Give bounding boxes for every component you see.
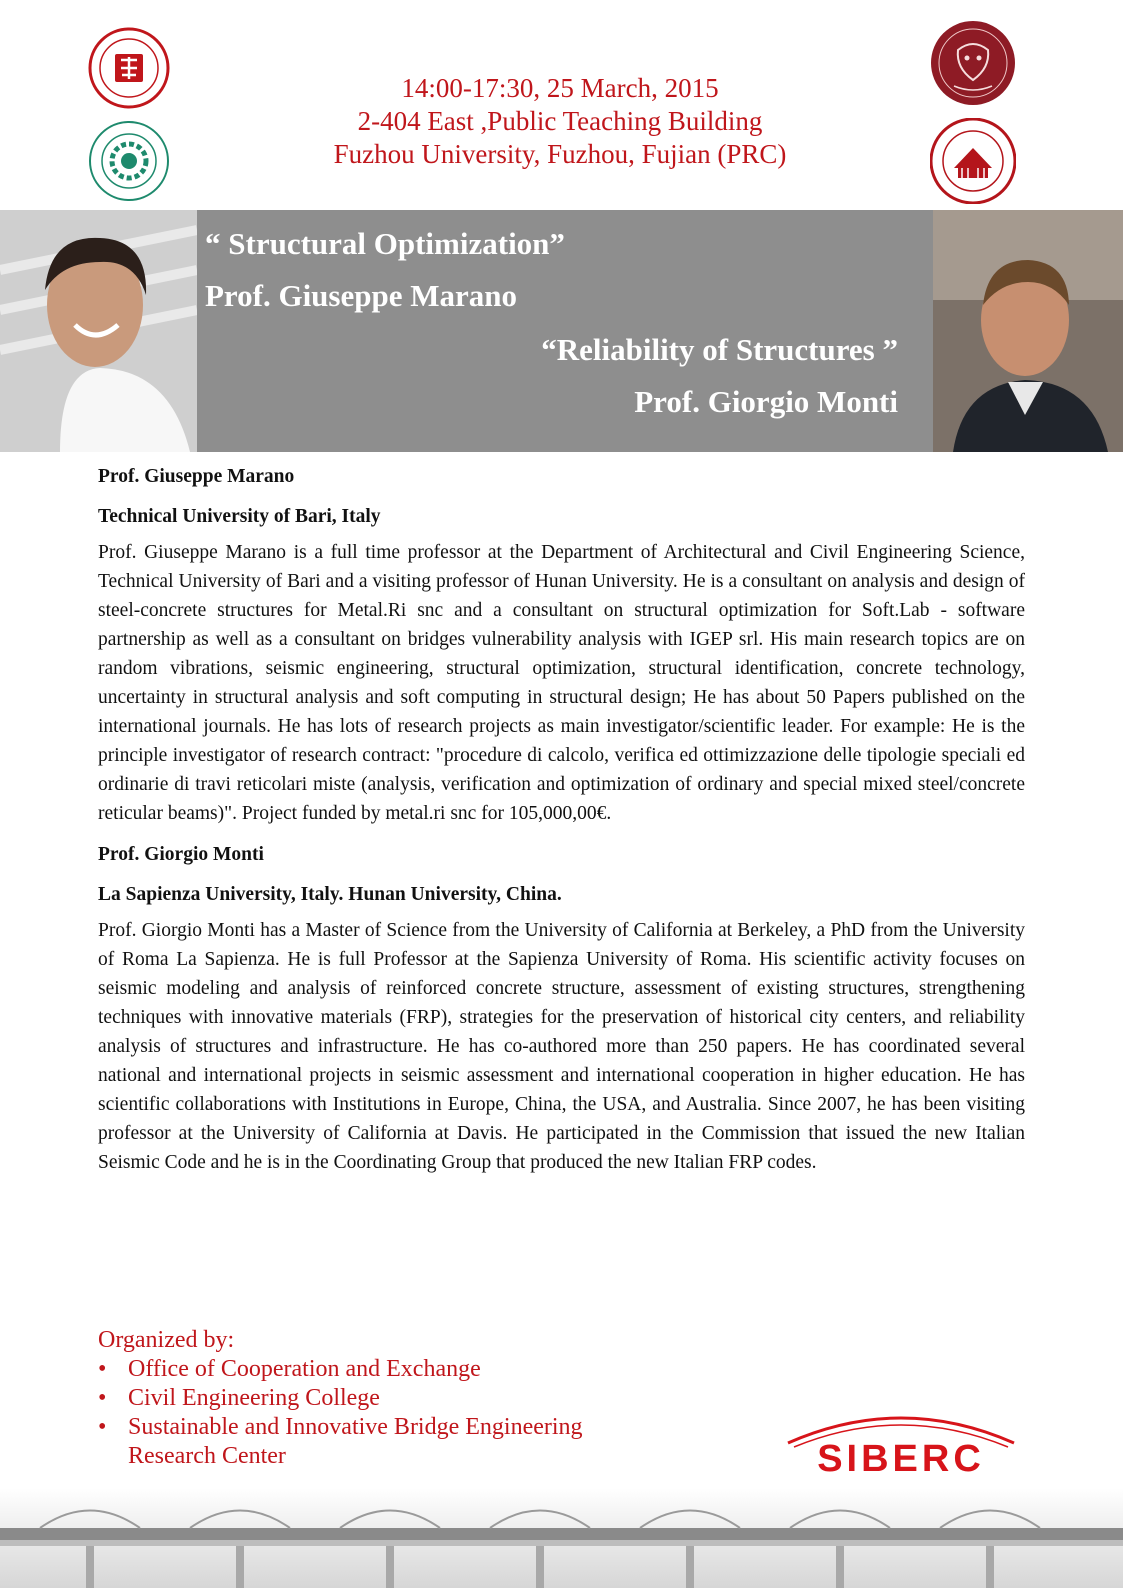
siberc-logo	[780, 1403, 1022, 1485]
organizer-item: • Office of Cooperation and Exchange	[98, 1355, 618, 1384]
bridge-illustration	[0, 1488, 1123, 1588]
event-venue: 2-404 East ,Public Teaching Building	[357, 106, 763, 136]
event-info	[230, 72, 890, 171]
speaker2-name: Prof. Giorgio Monti	[98, 844, 264, 865]
talk1-title: “ Structural Optimization”	[205, 226, 565, 261]
organizer-item: • Sustainable and Innovative Bridge Engineering Research Center	[98, 1413, 618, 1471]
organizers-list	[98, 1355, 618, 1471]
event-location: Fuzhou University, Fuzhou, Fujian (PRC)	[333, 139, 787, 169]
siberc-logo-text: SIBERC	[817, 1438, 985, 1480]
speaker2-affiliation: La Sapienza University, Italy. Hunan University, China.	[98, 884, 562, 905]
bridge-icon	[0, 1488, 1123, 1588]
organizer-item: • Civil Engineering College	[98, 1384, 618, 1413]
politecnico-di-bari-logo	[88, 120, 170, 202]
talk2-speaker: Prof. Giorgio Monti	[634, 384, 898, 419]
fuzhou-university-logo	[88, 27, 170, 109]
organizers-heading: Organized by:	[98, 1327, 235, 1353]
siberc-logo-icon	[780, 1403, 1022, 1485]
sapienza-seal-icon	[930, 20, 1016, 106]
portrait-right-icon	[933, 210, 1123, 452]
photo-giuseppe-marano	[0, 210, 197, 452]
speaker2-bio: Prof. Giorgio Monti has a Master of Science from the University of California at Berkeley, a PhD from the University of Roma La Sapienza. He is full Professor at the Sapienza University of Roma. His scientific activity focuses on seismic modeling and analysis of reinforced concrete structure, assessment of existing structures, strengthening techniques with innovative materials (FRP), strategies for the preservation of historical city centers, and reliability analysis of structures and infrastructure. He has co-authored more than 250 papers. He has coordinated several national and international projects in seismic assessment and international cooperation in higher education. He has scientific collaborations with Institutions in Europe, China, the USA, and Australia. Since 2007, he has been visiting professor at the University of California at Davis. He participated in the Commission that issued the new Italian Seismic Code and he is in the Coordinating Group that produced the new Italian FRP codes.	[98, 920, 1025, 1173]
event-time: 14:00-17:30, 25 March, 2015	[401, 73, 719, 103]
talk-banner	[0, 210, 1123, 452]
speaker-bios	[98, 458, 1025, 1185]
speaker1-affiliation: Technical University of Bari, Italy	[98, 506, 381, 527]
speaker1-bio: Prof. Giuseppe Marano is a full time professor at the Department of Architectural and Civil Engineering Science, Technical University of Bari and a visiting professor of Hunan University. He is a consultant on analysis and design of steel-concrete structures for Metal.Ri snc and a consultant on structural optimization for Soft.Lab - software partnership as well as a consultant on bridges vulnerability analysis with IGEP srl. His main research topics are on random vibrations, seismic engineering, structural optimization, structural identification, concrete technology, uncertainty in structural analysis and soft computing in structural design; He has about 50 Papers published on the international journals. He has lots of research projects as main investigator/scientific leader. For example: He is the principle investigator of research contract: "procedure di calcolo, verifica ed ottimizzazione delle tipologie speciali ed ordinarie di travi reticolari miste (analysis, verification and optimization of ordinary and special mixed steel/concrete reticular beams)". Project funded by metal.ri snc for 105,000,00€.	[98, 542, 1025, 824]
politecnico-seal-icon	[88, 120, 170, 202]
portrait-left-icon	[0, 210, 197, 452]
hunan-university-logo	[930, 118, 1016, 204]
photo-giorgio-monti	[933, 210, 1123, 452]
speaker1-name: Prof. Giuseppe Marano	[98, 466, 295, 487]
talk1-speaker: Prof. Giuseppe Marano	[205, 278, 517, 313]
organizers	[98, 1326, 618, 1471]
talk2-title: “Reliability of Structures ”	[541, 332, 898, 367]
fuzhou-seal-icon	[88, 27, 170, 109]
hunan-seal-icon	[930, 118, 1016, 204]
sapienza-university-logo	[930, 20, 1016, 106]
